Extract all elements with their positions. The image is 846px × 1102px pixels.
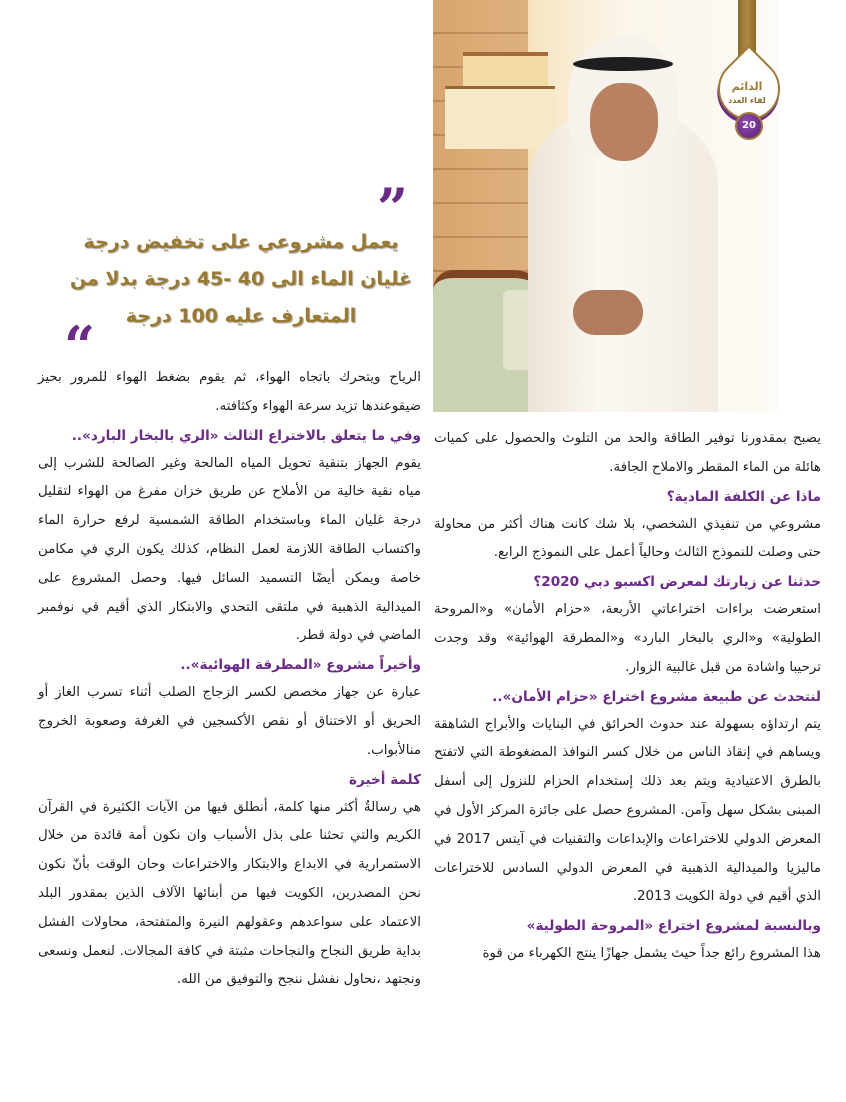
photo-person bbox=[528, 35, 718, 412]
quote-open-icon: ” bbox=[376, 176, 408, 240]
person-hands bbox=[573, 290, 643, 335]
paragraph: هذا المشروع رائع جداً حيث يشمل جهازًا ينتج الكهرباء من قوة bbox=[482, 946, 821, 962]
section-label: لقاء العدد bbox=[728, 96, 766, 105]
paragraph: يتم ارتداؤه بسهولة عند حدوث الحرائق في البنايات والأبراج الشاهقة ويساهم في إنقاذ الناس من خلال كسر النوافذ المضغوطة التي لاتفتح بالطرق الاعتيادية ويتم بعد ذلك إستخدام الحزام للنزول إلى أسفل المبنى بشكل سهل وآمن. المشروع حصل على جائزة المركز الأول في المعرض الدولي للاختراعات والإبداعات والتقنيات في آيتس 2017 في ماليزيا والميدالية الذهبية في المعرض الدولي السادس للاختراعات الذي أقيم في دولة الكويت 2013. bbox=[434, 716, 821, 905]
person-face bbox=[590, 83, 658, 161]
section-heading: وأخيراً مشروع «المطرقة الهوائية».. bbox=[180, 657, 421, 674]
magazine-logo-text: الدائم bbox=[731, 80, 763, 93]
paragraph: هي رسالةٌ أكثر منها كلمة، أنطلق فيها من الآيات الكثيرة في القرآن الكريم والتي تحثنا على بذل الأسباب وان نكون أمة قائدة من خلال الاستمرارية في الابداع والابتكار والاختراعات وحان الوقت بأنّ نكون نحن المصدرين، الكويت فيها من أبنائها الآلاف الذين بمقدور البلد الاعتماد على سواعدهم وعقولهم النيرة والمتفتحة، محاولات الفشل بداية طريق النجاح والنجاحات مثبتة في كافة المجالات. لنعمل ونسعى ونجتهد ،نحاول نفشل ننجح والتوفيق من الله. bbox=[38, 799, 421, 988]
pull-quote-text: يعمل مشروعي على تخفيض درجة غليان الماء الى 40 -45 درجة بدلا من المتعارف عليه 100 درجة bbox=[69, 231, 413, 327]
section-heading: لنتحدث عن طبيعة مشروع اختراع «حزام الأمان».. bbox=[492, 688, 821, 705]
paragraph: يقوم الجهاز بتنقية تحويل المياه المالحة وغير الصالحة للشرب إلى مياه نقية خالية من الأملاح عن طريق خزان مفرغ من الهواء لتقليل درجة غليان الماء وباستخدام الطاقة الشمسية لرفع حرارة الماء واكتساب الطاقة اللازمة لعمل النظام، كذلك يكون الري في مكامن خاصة ويمكن أيضًا التسميد السائل فيها. وحصل المشروع على الميدالية الذهبية في ملتقى التحدي والابتكار الذي أقيم في نوفمبر الماضي في دولة قطر. bbox=[38, 455, 421, 644]
article-column-left bbox=[38, 364, 421, 995]
section-heading: ماذا عن الكلفة المادية؟ bbox=[666, 488, 821, 505]
section-heading: كلمة أخيرة bbox=[348, 771, 421, 788]
section-heading: حدثنا عن زيارتك لمعرض اكسبو دبي 2020؟ bbox=[533, 574, 821, 591]
paragraph: الرياح ويتحرك باتجاه الهواء، ثم يقوم بضغط الهواء للمرور بحيز ضيقوعندها تزيد سرعة الهواء وكثافته. bbox=[38, 370, 421, 414]
article-column-right bbox=[434, 425, 821, 969]
paragraph: استعرضت براءات اختراعاتي الأربعة، «حزام الأمان» و«المروحة الطولية» و«الري بالبخار البارد» و«المطرقة الهوائية» وقد وجدت ترحيبا واشادة من قبل غالبية الزوار. bbox=[434, 602, 821, 675]
person-agal bbox=[573, 57, 673, 71]
paragraph: يصبح بمقدورنا توفير الطاقة والحد من التلوث والحصول على كميات هائلة من الماء المقطر والاملاح الجافة. bbox=[434, 431, 821, 475]
paragraph: عبارة عن جهاز مخصص لكسر الزجاج الصلب أثناء تسرب الغاز أو الحريق أو الاختناق أو نقص الأكسجين في الغرفة وصعوبة الخروج منالأبواب. bbox=[38, 685, 421, 758]
magazine-logo bbox=[724, 80, 770, 93]
quote-close-icon: “ bbox=[64, 314, 96, 378]
section-heading: وفي ما يتعلق بالاختراع الثالث «الري بالبخار البارد».. bbox=[71, 427, 421, 444]
paragraph: مشروعي من تنفيذي الشخصي، بلا شك كانت هناك أكثر من محاولة حتى وصلت للنموذج الثالث وحالياً أعمل على النموذج الرابع. bbox=[434, 516, 821, 561]
section-heading: وبالنسبة لمشروع اختراع «المروحة الطولية» bbox=[526, 918, 821, 935]
issue-number: 20 bbox=[735, 112, 763, 140]
issue-badge bbox=[718, 58, 776, 130]
